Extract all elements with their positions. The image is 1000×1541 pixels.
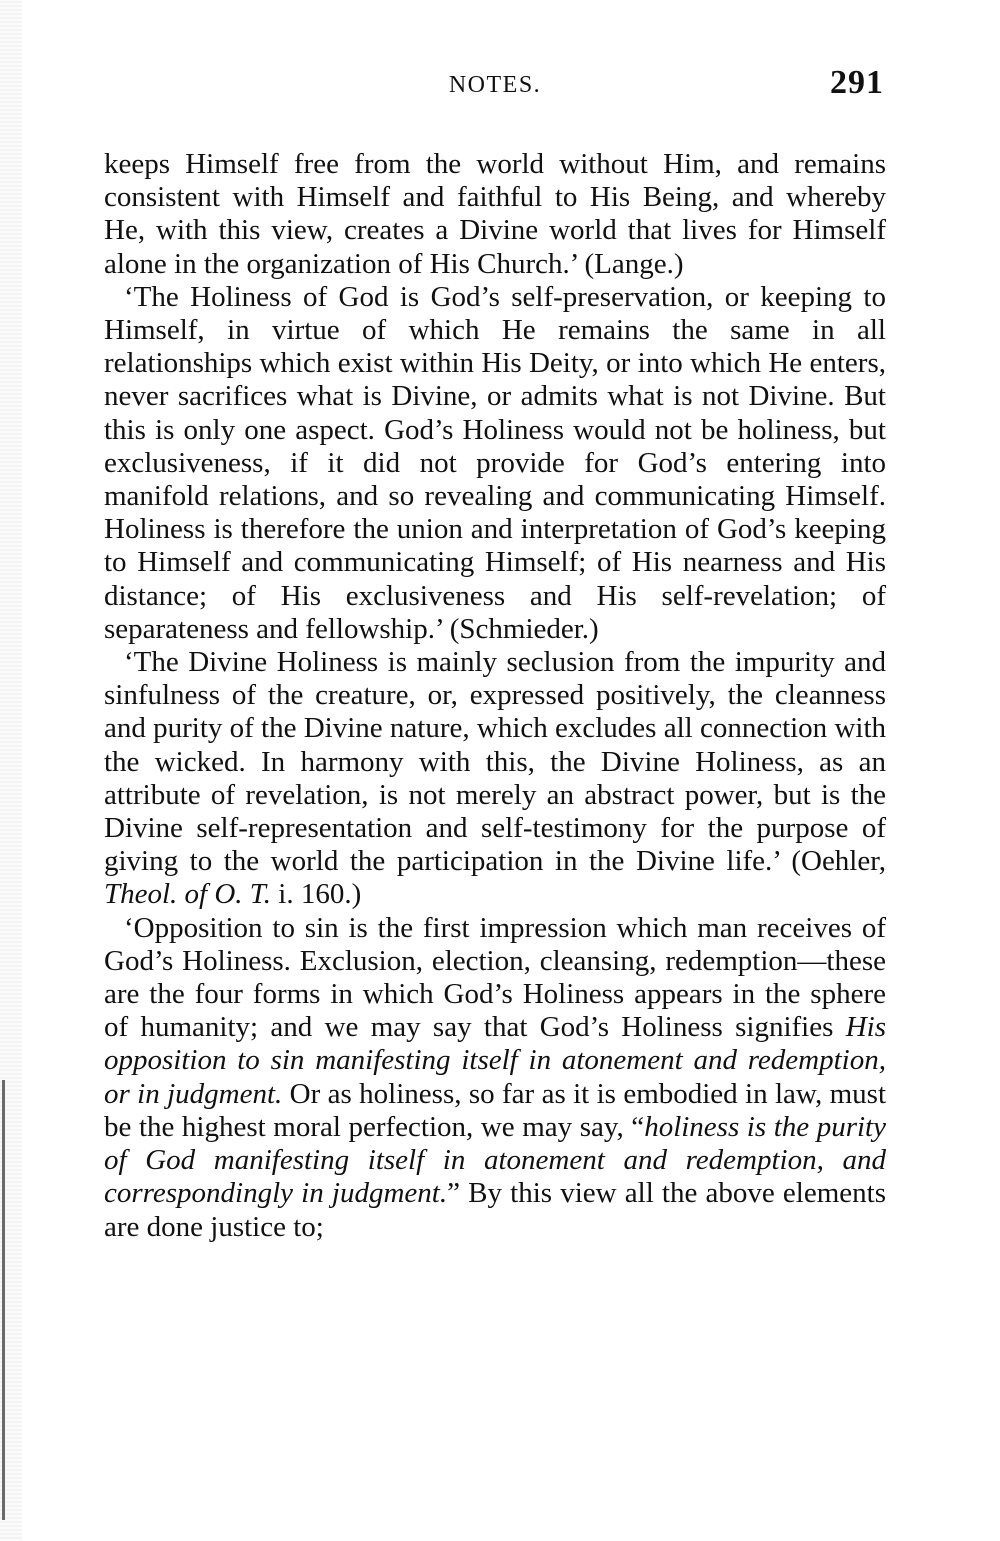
citation-close: i. 160.)	[271, 878, 362, 911]
page-header	[104, 64, 886, 104]
paragraph-3-text: ‘The Divine Holiness is mainly seclusion from the impurity and sinfulness of the creature, or, expressed positively, the cleanness and purity of the Divine nature, which excludes all connection with the wicked. In harmony with this, the Divine Holiness, as an attribute of revelation, is not merely an abstract power, but is the Divine self-representation and self-testimony for the purpose of giving to the world the participation in the Divine life.’	[104, 646, 886, 878]
paragraph-1	[104, 148, 886, 281]
paragraph-4-text-e: ” By this view all the above elements are done justice to;	[104, 1177, 887, 1243]
citation-open: (Oehler,	[779, 845, 886, 878]
paragraph-3	[104, 646, 886, 912]
citation-work-title: Theol. of O. T.	[104, 878, 272, 911]
scan-binding-line	[2, 1080, 5, 1520]
paragraph-4-emphasis-1: His opposition to sin manifesting itself in atonement and redemption, or in judgment.	[104, 1011, 886, 1110]
paragraph-2	[104, 281, 886, 646]
page-number: 291	[830, 64, 884, 101]
paragraph-4-text-a: ‘Opposition to sin is the first impression which man receives of God’s Holiness. Exclusion, election, cleansing, redemption—these are the four forms in which God’s Holiness appears in the sphere of humanity; and we may say that God’s Holiness signifies	[104, 911, 886, 1044]
paragraph-2-text: ‘The Holiness of God is God’s self-preservation, or keeping to Himself, in virtue of which He remains the same in all relationships which exist within His Deity, or into which He enters, never sacrifices what is Divine, or admits what is not Divine. But this is only one aspect. God’s Holiness would not be holiness, but exclusiveness, if it did not provide for God’s entering into manifold relations, and so revealing and communicating Himself. Holiness is therefore the union and interpretation of God’s keeping to Himself and communicating Himself; of His nearness and His distance; of His exclusiveness and His self-revelation; of separateness and fellowship.’ (Schmieder.)	[104, 280, 886, 645]
paragraph-4-text-c: Or as holiness, so far as it is embodied in law, must be the highest moral perfection, we may say, “	[104, 1077, 886, 1143]
running-head: NOTES.	[448, 72, 542, 98]
paragraph-4	[104, 912, 886, 1244]
paragraph-4-emphasis-2: holiness is the purity of God manifesting itself in atonement and redemption, and correspondingly in judgment.	[104, 1110, 886, 1210]
body-text	[104, 148, 886, 1244]
paragraph-1-text: keeps Himself free from the world without Him, and remains consistent with Himself and faithful to His Being, and whereby He, with this view, creates a Divine world that lives for Himself alone in the organization of His Church.’ (Lange.)	[104, 148, 886, 280]
